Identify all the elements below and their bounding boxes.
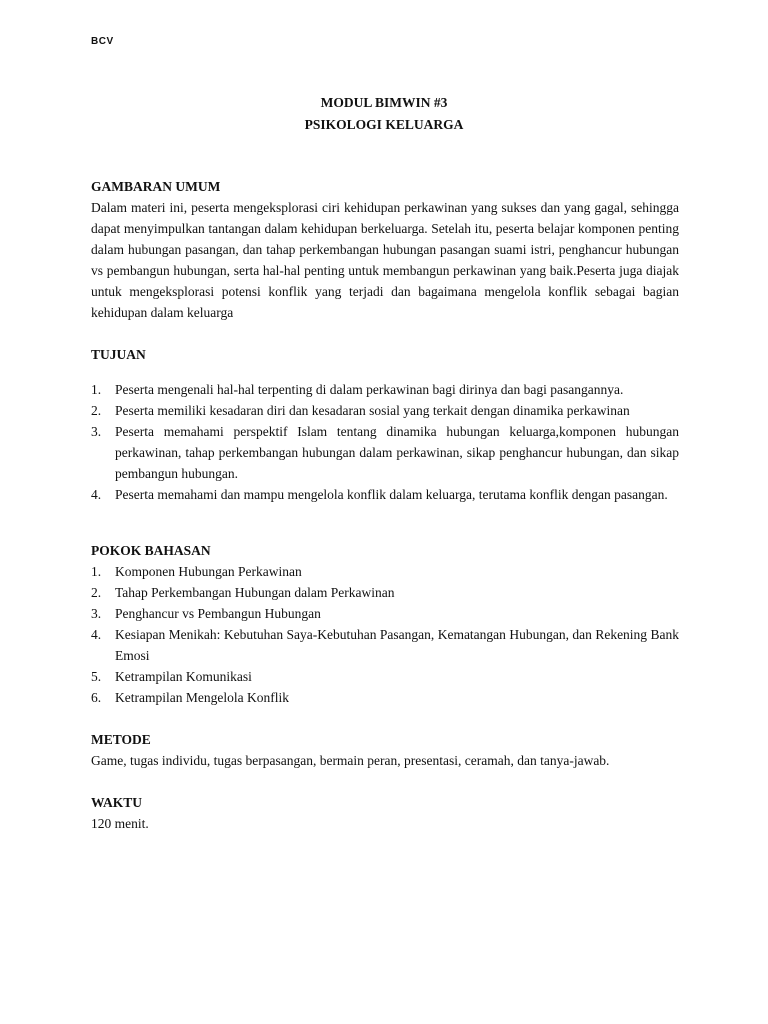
list-item-text: Tahap Perkembangan Hubungan dalam Perkawinan: [115, 585, 395, 600]
section-tujuan: [91, 344, 679, 505]
list-item-number: 4.: [91, 627, 102, 642]
list-item: [91, 624, 679, 666]
section-heading-metode: METODE: [91, 732, 151, 747]
pokok-bahasan-list: [91, 561, 679, 708]
section-gambaran-umum: [91, 176, 679, 323]
list-item: [91, 421, 679, 484]
list-item: [91, 666, 679, 687]
section-waktu: [91, 792, 679, 834]
list-item-text: Peserta memahami perspektif Islam tentang dinamika hubungan keluarga,komponen hubungan perkawinan, tahap perkembangan hubungan dalam perkawinan, sikap penghancur hubungan, dan sikap pembangun hubungan.: [115, 424, 679, 481]
list-item-text: Kesiapan Menikah: Kebutuhan Saya-Kebutuhan Pasangan, Kematangan Hubungan, dan Rekening Bank Emosi: [115, 627, 679, 663]
document-body: [91, 176, 679, 834]
list-item-number: 5.: [91, 669, 102, 684]
module-title: MODUL BIMWIN #3: [320, 95, 448, 110]
list-item-text: Penghancur vs Pembangun Hubungan: [115, 606, 321, 621]
list-item-text: Peserta mengenali hal-hal terpenting di dalam perkawinan bagi dirinya dan bagi pasangannya.: [115, 382, 624, 397]
list-item: [91, 379, 679, 400]
section-heading-gambaran-umum: GAMBARAN UMUM: [91, 179, 221, 194]
list-item-number: 2.: [91, 585, 102, 600]
list-item: [91, 603, 679, 624]
list-item-number: 3.: [91, 424, 102, 439]
section-heading-waktu: WAKTU: [91, 795, 143, 810]
title-block: [0, 92, 768, 136]
list-item: [91, 687, 679, 708]
gambaran-umum-paragraph: Dalam materi ini, peserta mengeksplorasi ciri kehidupan perkawinan yang sukses dan yang gagal, sehingga dapat menyimpulkan tantangan dalam kehidupan berkeluarga. Setelah itu, peserta belajar komponen penting dalam hubungan pasangan, dan tahap perkembangan hubungan pasangan suami istri, penghancur hubungan vs pembangun hubungan, serta hal-hal penting untuk membangun perkawinan yang baik.Peserta juga diajak untuk mengeksplorasi potensi konflik yang terjadi dan bagaimana mengelola konflik sebagai bagian kehidupan dalam keluarga: [91, 200, 679, 320]
list-item-text: Ketrampilan Mengelola Konflik: [115, 690, 289, 705]
list-item-number: 1.: [91, 564, 102, 579]
section-pokok-bahasan: [91, 540, 679, 708]
list-item-number: 4.: [91, 487, 102, 502]
list-item: [91, 582, 679, 603]
section-heading-pokok-bahasan: POKOK BAHASAN: [91, 543, 211, 558]
waktu-paragraph: 120 menit.: [91, 816, 149, 831]
list-item-text: Peserta memiliki kesadaran diri dan kesadaran sosial yang terkait dengan dinamika perkawinan: [115, 403, 630, 418]
module-subtitle: PSIKOLOGI KELUARGA: [304, 117, 464, 132]
list-item-number: 1.: [91, 382, 102, 397]
list-item-text: Komponen Hubungan Perkawinan: [115, 564, 302, 579]
section-metode: [91, 729, 679, 771]
section-heading-tujuan: TUJUAN: [91, 347, 146, 362]
list-item: [91, 484, 679, 505]
list-item-number: 3.: [91, 606, 102, 621]
list-item-text: Peserta memahami dan mampu mengelola konflik dalam keluarga, terutama konflik dengan pasangan.: [115, 487, 668, 502]
header-mark: BCV: [91, 36, 114, 47]
list-item-number: 6.: [91, 690, 102, 705]
tujuan-list: [91, 379, 679, 505]
list-item: [91, 400, 679, 421]
list-item-text: Ketrampilan Komunikasi: [115, 669, 252, 684]
list-item: [91, 561, 679, 582]
metode-paragraph: Game, tugas individu, tugas berpasangan, bermain peran, presentasi, ceramah, dan tanya-jawab.: [91, 753, 610, 768]
list-item-number: 2.: [91, 403, 102, 418]
